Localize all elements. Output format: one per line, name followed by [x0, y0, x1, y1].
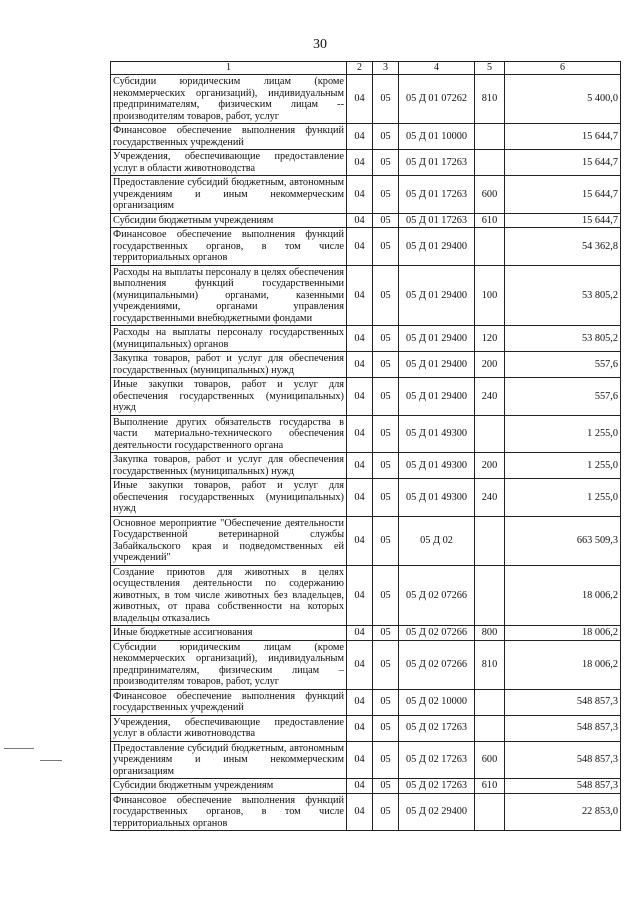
amount: 557,6 — [505, 378, 621, 416]
table-row — [111, 150, 621, 176]
section-code: 04 — [347, 75, 373, 124]
table-row — [111, 265, 621, 326]
scan-artifact-line — [40, 760, 62, 761]
section-code: 04 — [347, 741, 373, 779]
section-code: 04 — [347, 640, 373, 689]
section-code: 04 — [347, 779, 373, 794]
expense-type-code — [475, 516, 505, 565]
subsection-code: 05 — [373, 326, 399, 352]
expense-name: Предоставление субсидий бюджетным, автономным учреждениям и иным некоммерческим организациям — [111, 176, 347, 214]
target-article-code: 05 Д 01 49300 — [399, 415, 475, 453]
section-code: 04 — [347, 793, 373, 831]
amount: 548 857,3 — [505, 741, 621, 779]
table-row — [111, 326, 621, 352]
expense-type-code: 810 — [475, 640, 505, 689]
scan-artifact-line — [4, 748, 34, 749]
expense-type-code — [475, 689, 505, 715]
table-row — [111, 715, 621, 741]
amount: 548 857,3 — [505, 715, 621, 741]
column-header: 2 — [347, 62, 373, 75]
expense-type-code — [475, 793, 505, 831]
expense-name: Субсидии бюджетным учреждениям — [111, 213, 347, 228]
section-code: 04 — [347, 689, 373, 715]
expense-type-code: 200 — [475, 453, 505, 479]
section-code: 04 — [347, 565, 373, 626]
expense-name: Субсидии юридическим лицам (кроме некоммерческих организаций), индивидуальным предпринимателям, физическим лицам -- производителям товаров, работ, услуг — [111, 75, 347, 124]
expense-name: Расходы на выплаты персоналу в целях обеспечения выполнения функций государственными (муниципальными) органами, казенными учреждениями, органами управления государственными внебюджетными фондами — [111, 265, 347, 326]
expense-type-code — [475, 415, 505, 453]
table-row — [111, 479, 621, 517]
subsection-code: 05 — [373, 793, 399, 831]
expense-name: Финансовое обеспечение выполнения функций государственных органов, в том числе территориальных органов — [111, 793, 347, 831]
expense-name: Субсидии юридическим лицам (кроме некоммерческих организаций), индивидуальным предпринимателям, физическим лицам – производителям товаров, работ, услуг — [111, 640, 347, 689]
subsection-code: 05 — [373, 213, 399, 228]
target-article-code: 05 Д 01 17263 — [399, 150, 475, 176]
target-article-code: 05 Д 02 17263 — [399, 741, 475, 779]
table-row — [111, 779, 621, 794]
table-row — [111, 565, 621, 626]
table-row — [111, 793, 621, 831]
subsection-code: 05 — [373, 715, 399, 741]
amount: 548 857,3 — [505, 689, 621, 715]
expense-type-code: 610 — [475, 779, 505, 794]
amount: 18 006,2 — [505, 626, 621, 641]
target-article-code: 05 Д 01 29400 — [399, 228, 475, 266]
expense-name: Финансовое обеспечение выполнения функций государственных учреждений — [111, 689, 347, 715]
column-header: 6 — [505, 62, 621, 75]
target-article-code: 05 Д 01 10000 — [399, 124, 475, 150]
target-article-code: 05 Д 01 17263 — [399, 176, 475, 214]
amount: 15 644,7 — [505, 124, 621, 150]
target-article-code: 05 Д 02 07266 — [399, 640, 475, 689]
target-article-code: 05 Д 02 17263 — [399, 779, 475, 794]
amount: 18 006,2 — [505, 640, 621, 689]
expense-name: Предоставление субсидий бюджетным, автономным учреждениям и иным некоммерческим организациям — [111, 741, 347, 779]
subsection-code: 05 — [373, 415, 399, 453]
expense-name: Субсидии бюджетным учреждениям — [111, 779, 347, 794]
budget-table — [110, 61, 621, 831]
table-row — [111, 689, 621, 715]
amount: 1 255,0 — [505, 415, 621, 453]
amount: 54 362,8 — [505, 228, 621, 266]
section-code: 04 — [347, 228, 373, 266]
table-row — [111, 352, 621, 378]
subsection-code: 05 — [373, 453, 399, 479]
expense-type-code: 610 — [475, 213, 505, 228]
amount: 557,6 — [505, 352, 621, 378]
target-article-code: 05 Д 02 07266 — [399, 565, 475, 626]
section-code: 04 — [347, 516, 373, 565]
target-article-code: 05 Д 02 17263 — [399, 715, 475, 741]
section-code: 04 — [347, 415, 373, 453]
table-row — [111, 124, 621, 150]
subsection-code: 05 — [373, 176, 399, 214]
section-code: 04 — [347, 352, 373, 378]
section-code: 04 — [347, 213, 373, 228]
expense-name: Финансовое обеспечение выполнения функций государственных органов, в том числе территориальных органов — [111, 228, 347, 266]
table-row — [111, 213, 621, 228]
amount: 53 805,2 — [505, 265, 621, 326]
table-row — [111, 453, 621, 479]
column-header: 4 — [399, 62, 475, 75]
expense-name: Иные закупки товаров, работ и услуг для обеспечения государственных (муниципальных) нужд — [111, 378, 347, 416]
column-header: 3 — [373, 62, 399, 75]
amount: 15 644,7 — [505, 150, 621, 176]
page-number: 30 — [313, 37, 327, 52]
amount: 15 644,7 — [505, 213, 621, 228]
target-article-code: 05 Д 01 49300 — [399, 479, 475, 517]
target-article-code: 05 Д 01 49300 — [399, 453, 475, 479]
amount: 5 400,0 — [505, 75, 621, 124]
table-row — [111, 75, 621, 124]
subsection-code: 05 — [373, 565, 399, 626]
section-code: 04 — [347, 176, 373, 214]
expense-type-code — [475, 124, 505, 150]
target-article-code: 05 Д 01 29400 — [399, 326, 475, 352]
expense-name: Учреждения, обеспечивающие предоставление услуг в области животноводства — [111, 150, 347, 176]
amount: 1 255,0 — [505, 453, 621, 479]
subsection-code: 05 — [373, 689, 399, 715]
section-code: 04 — [347, 479, 373, 517]
section-code: 04 — [347, 715, 373, 741]
expense-name: Финансовое обеспечение выполнения функций государственных учреждений — [111, 124, 347, 150]
section-code: 04 — [347, 150, 373, 176]
expense-type-code: 810 — [475, 75, 505, 124]
table-row — [111, 626, 621, 641]
table-header-row — [111, 62, 621, 75]
subsection-code: 05 — [373, 640, 399, 689]
target-article-code: 05 Д 02 07266 — [399, 626, 475, 641]
table-row — [111, 415, 621, 453]
expense-type-code: 600 — [475, 176, 505, 214]
expense-name: Иные бюджетные ассигнования — [111, 626, 347, 641]
amount: 53 805,2 — [505, 326, 621, 352]
expense-type-code: 240 — [475, 378, 505, 416]
expense-name: Создание приютов для животных в целях осуществления деятельности по содержанию животных, в том числе животных без владельцев, животных, от права собственности на которых владельцы отказались — [111, 565, 347, 626]
expense-name: Учреждения, обеспечивающие предоставление услуг в области животноводства — [111, 715, 347, 741]
expense-type-code: 600 — [475, 741, 505, 779]
subsection-code: 05 — [373, 626, 399, 641]
expense-type-code: 800 — [475, 626, 505, 641]
expense-type-code: 200 — [475, 352, 505, 378]
subsection-code: 05 — [373, 378, 399, 416]
expense-type-code: 120 — [475, 326, 505, 352]
expense-name: Иные закупки товаров, работ и услуг для обеспечения государственных (муниципальных) нужд — [111, 479, 347, 517]
subsection-code: 05 — [373, 352, 399, 378]
target-article-code: 05 Д 01 17263 — [399, 213, 475, 228]
subsection-code: 05 — [373, 265, 399, 326]
target-article-code: 05 Д 02 — [399, 516, 475, 565]
table-row — [111, 176, 621, 214]
amount: 663 509,3 — [505, 516, 621, 565]
target-article-code: 05 Д 01 07262 — [399, 75, 475, 124]
subsection-code: 05 — [373, 516, 399, 565]
expense-name: Закупка товаров, работ и услуг для обеспечения государственных (муниципальных) нужд — [111, 453, 347, 479]
section-code: 04 — [347, 626, 373, 641]
section-code: 04 — [347, 326, 373, 352]
subsection-code: 05 — [373, 779, 399, 794]
subsection-code: 05 — [373, 75, 399, 124]
target-article-code: 05 Д 01 29400 — [399, 265, 475, 326]
column-header: 1 — [111, 62, 347, 75]
section-code: 04 — [347, 124, 373, 150]
section-code: 04 — [347, 378, 373, 416]
target-article-code: 05 Д 02 10000 — [399, 689, 475, 715]
expense-type-code: 240 — [475, 479, 505, 517]
expense-type-code — [475, 228, 505, 266]
subsection-code: 05 — [373, 479, 399, 517]
target-article-code: 05 Д 01 29400 — [399, 378, 475, 416]
table-row — [111, 741, 621, 779]
expense-name: Основное мероприятие "Обеспечение деятельности Государственной ветеринарной службы Забайкальского края и подведомственных ей учреждений" — [111, 516, 347, 565]
section-code: 04 — [347, 453, 373, 479]
amount: 15 644,7 — [505, 176, 621, 214]
expense-name: Расходы на выплаты персоналу государственных (муниципальных) органов — [111, 326, 347, 352]
amount: 18 006,2 — [505, 565, 621, 626]
expense-type-code — [475, 150, 505, 176]
amount: 22 853,0 — [505, 793, 621, 831]
expense-type-code — [475, 565, 505, 626]
expense-name: Выполнение других обязательств государства в части материально-технического обеспечения деятельности государственного органа — [111, 415, 347, 453]
subsection-code: 05 — [373, 124, 399, 150]
subsection-code: 05 — [373, 150, 399, 176]
amount: 1 255,0 — [505, 479, 621, 517]
amount: 548 857,3 — [505, 779, 621, 794]
expense-type-code: 100 — [475, 265, 505, 326]
subsection-code: 05 — [373, 228, 399, 266]
table-row — [111, 228, 621, 266]
subsection-code: 05 — [373, 741, 399, 779]
table-row — [111, 378, 621, 416]
target-article-code: 05 Д 01 29400 — [399, 352, 475, 378]
section-code: 04 — [347, 265, 373, 326]
column-header: 5 — [475, 62, 505, 75]
expense-type-code — [475, 715, 505, 741]
table-row — [111, 516, 621, 565]
expense-name: Закупка товаров, работ и услуг для обеспечения государственных (муниципальных) нужд — [111, 352, 347, 378]
target-article-code: 05 Д 02 29400 — [399, 793, 475, 831]
table-row — [111, 640, 621, 689]
